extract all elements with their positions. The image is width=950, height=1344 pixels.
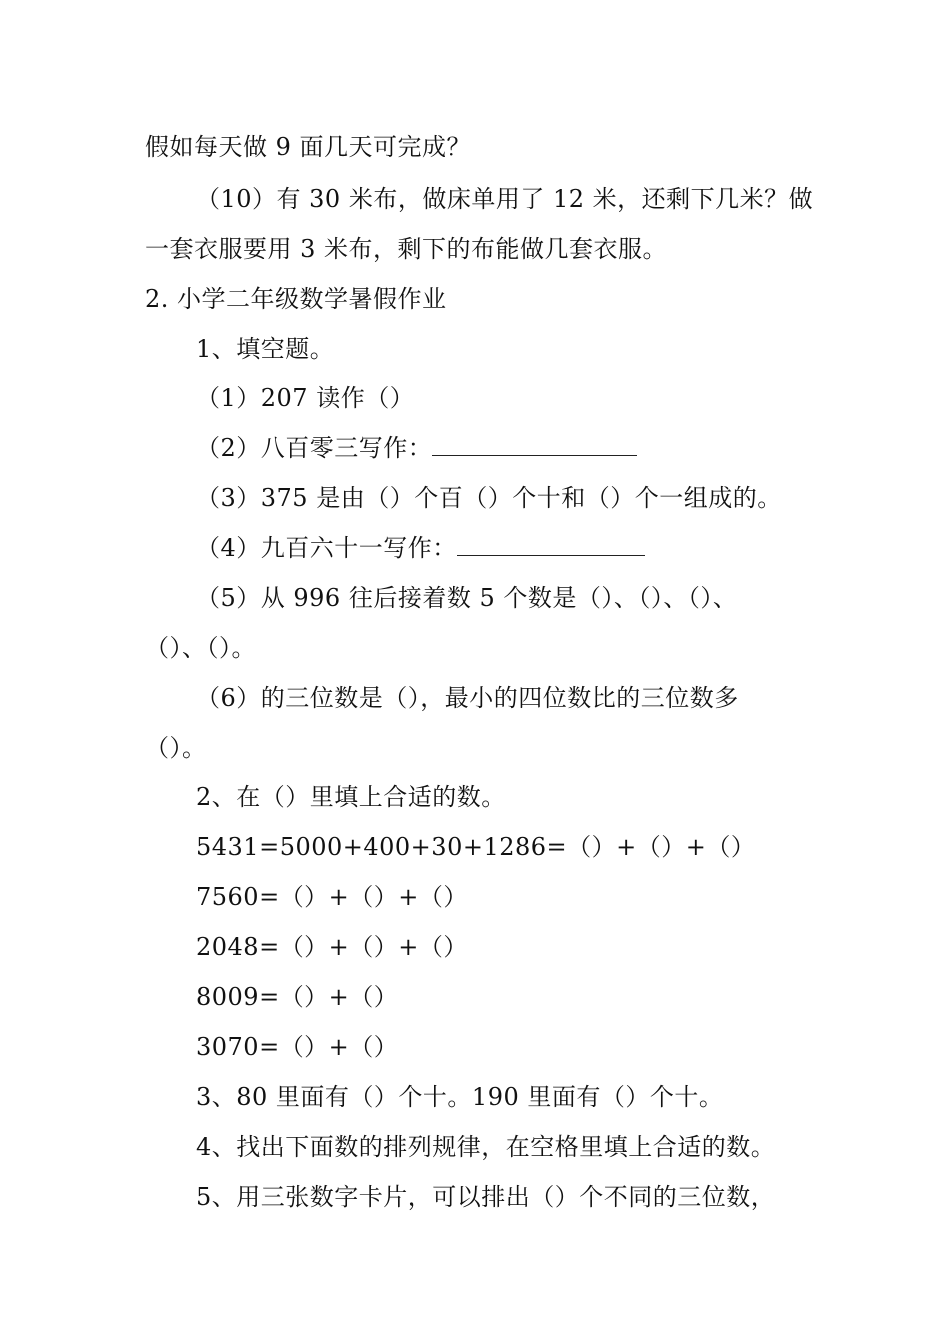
text-line-with-blank	[196, 533, 645, 563]
text-line: （10）有 30 米布，做床单用了 12 米，还剩下几米？做	[196, 185, 814, 213]
equation-line: 2048=（）+（）+（）	[196, 933, 468, 961]
question-heading: 5、用三张数字卡片，可以排出（）个不同的三位数，	[196, 1183, 776, 1211]
text-line: 假如每天做 9 面几天可完成？	[145, 133, 472, 161]
section-heading: 2. 小学二年级数学暑假作业	[145, 285, 447, 313]
equation-line: 7560=（）+（）+（）	[196, 883, 468, 911]
text-line-with-blank	[196, 433, 637, 463]
text-line: （）。	[145, 734, 207, 762]
equation-line: 8009=（）+（）	[196, 983, 399, 1011]
text-line: （）、（）。	[145, 634, 256, 662]
equation-line: 3070=（）+（）	[196, 1033, 399, 1061]
text-line: （1）207 读作（）	[196, 384, 415, 412]
text-line: （2）八百零三写作：	[196, 434, 433, 462]
text-line: （4）九百六十一写作：	[196, 534, 457, 562]
text-line: 一套衣服要用 3 米布，剩下的布能做几套衣服。	[145, 235, 668, 263]
question-heading: 1、填空题。	[196, 335, 335, 363]
answer-blank	[457, 533, 645, 556]
equation-line: 5431=5000+400+30+1286=（）+（）+（）	[196, 833, 756, 861]
text-line: （6）的三位数是（），最小的四位数比的三位数多	[196, 684, 739, 712]
answer-blank	[432, 433, 637, 456]
text-line: （5）从 996 往后接着数 5 个数是（）、（）、（）、	[196, 584, 738, 612]
question-heading: 2、在（）里填上合适的数。	[196, 783, 506, 811]
question-heading: 3、80 里面有（）个十。190 里面有（）个十。	[196, 1083, 724, 1111]
text-line: （3）375 是由（）个百（）个十和（）个一组成的。	[196, 484, 782, 512]
question-heading: 4、找出下面数的排列规律，在空格里填上合适的数。	[196, 1133, 776, 1161]
